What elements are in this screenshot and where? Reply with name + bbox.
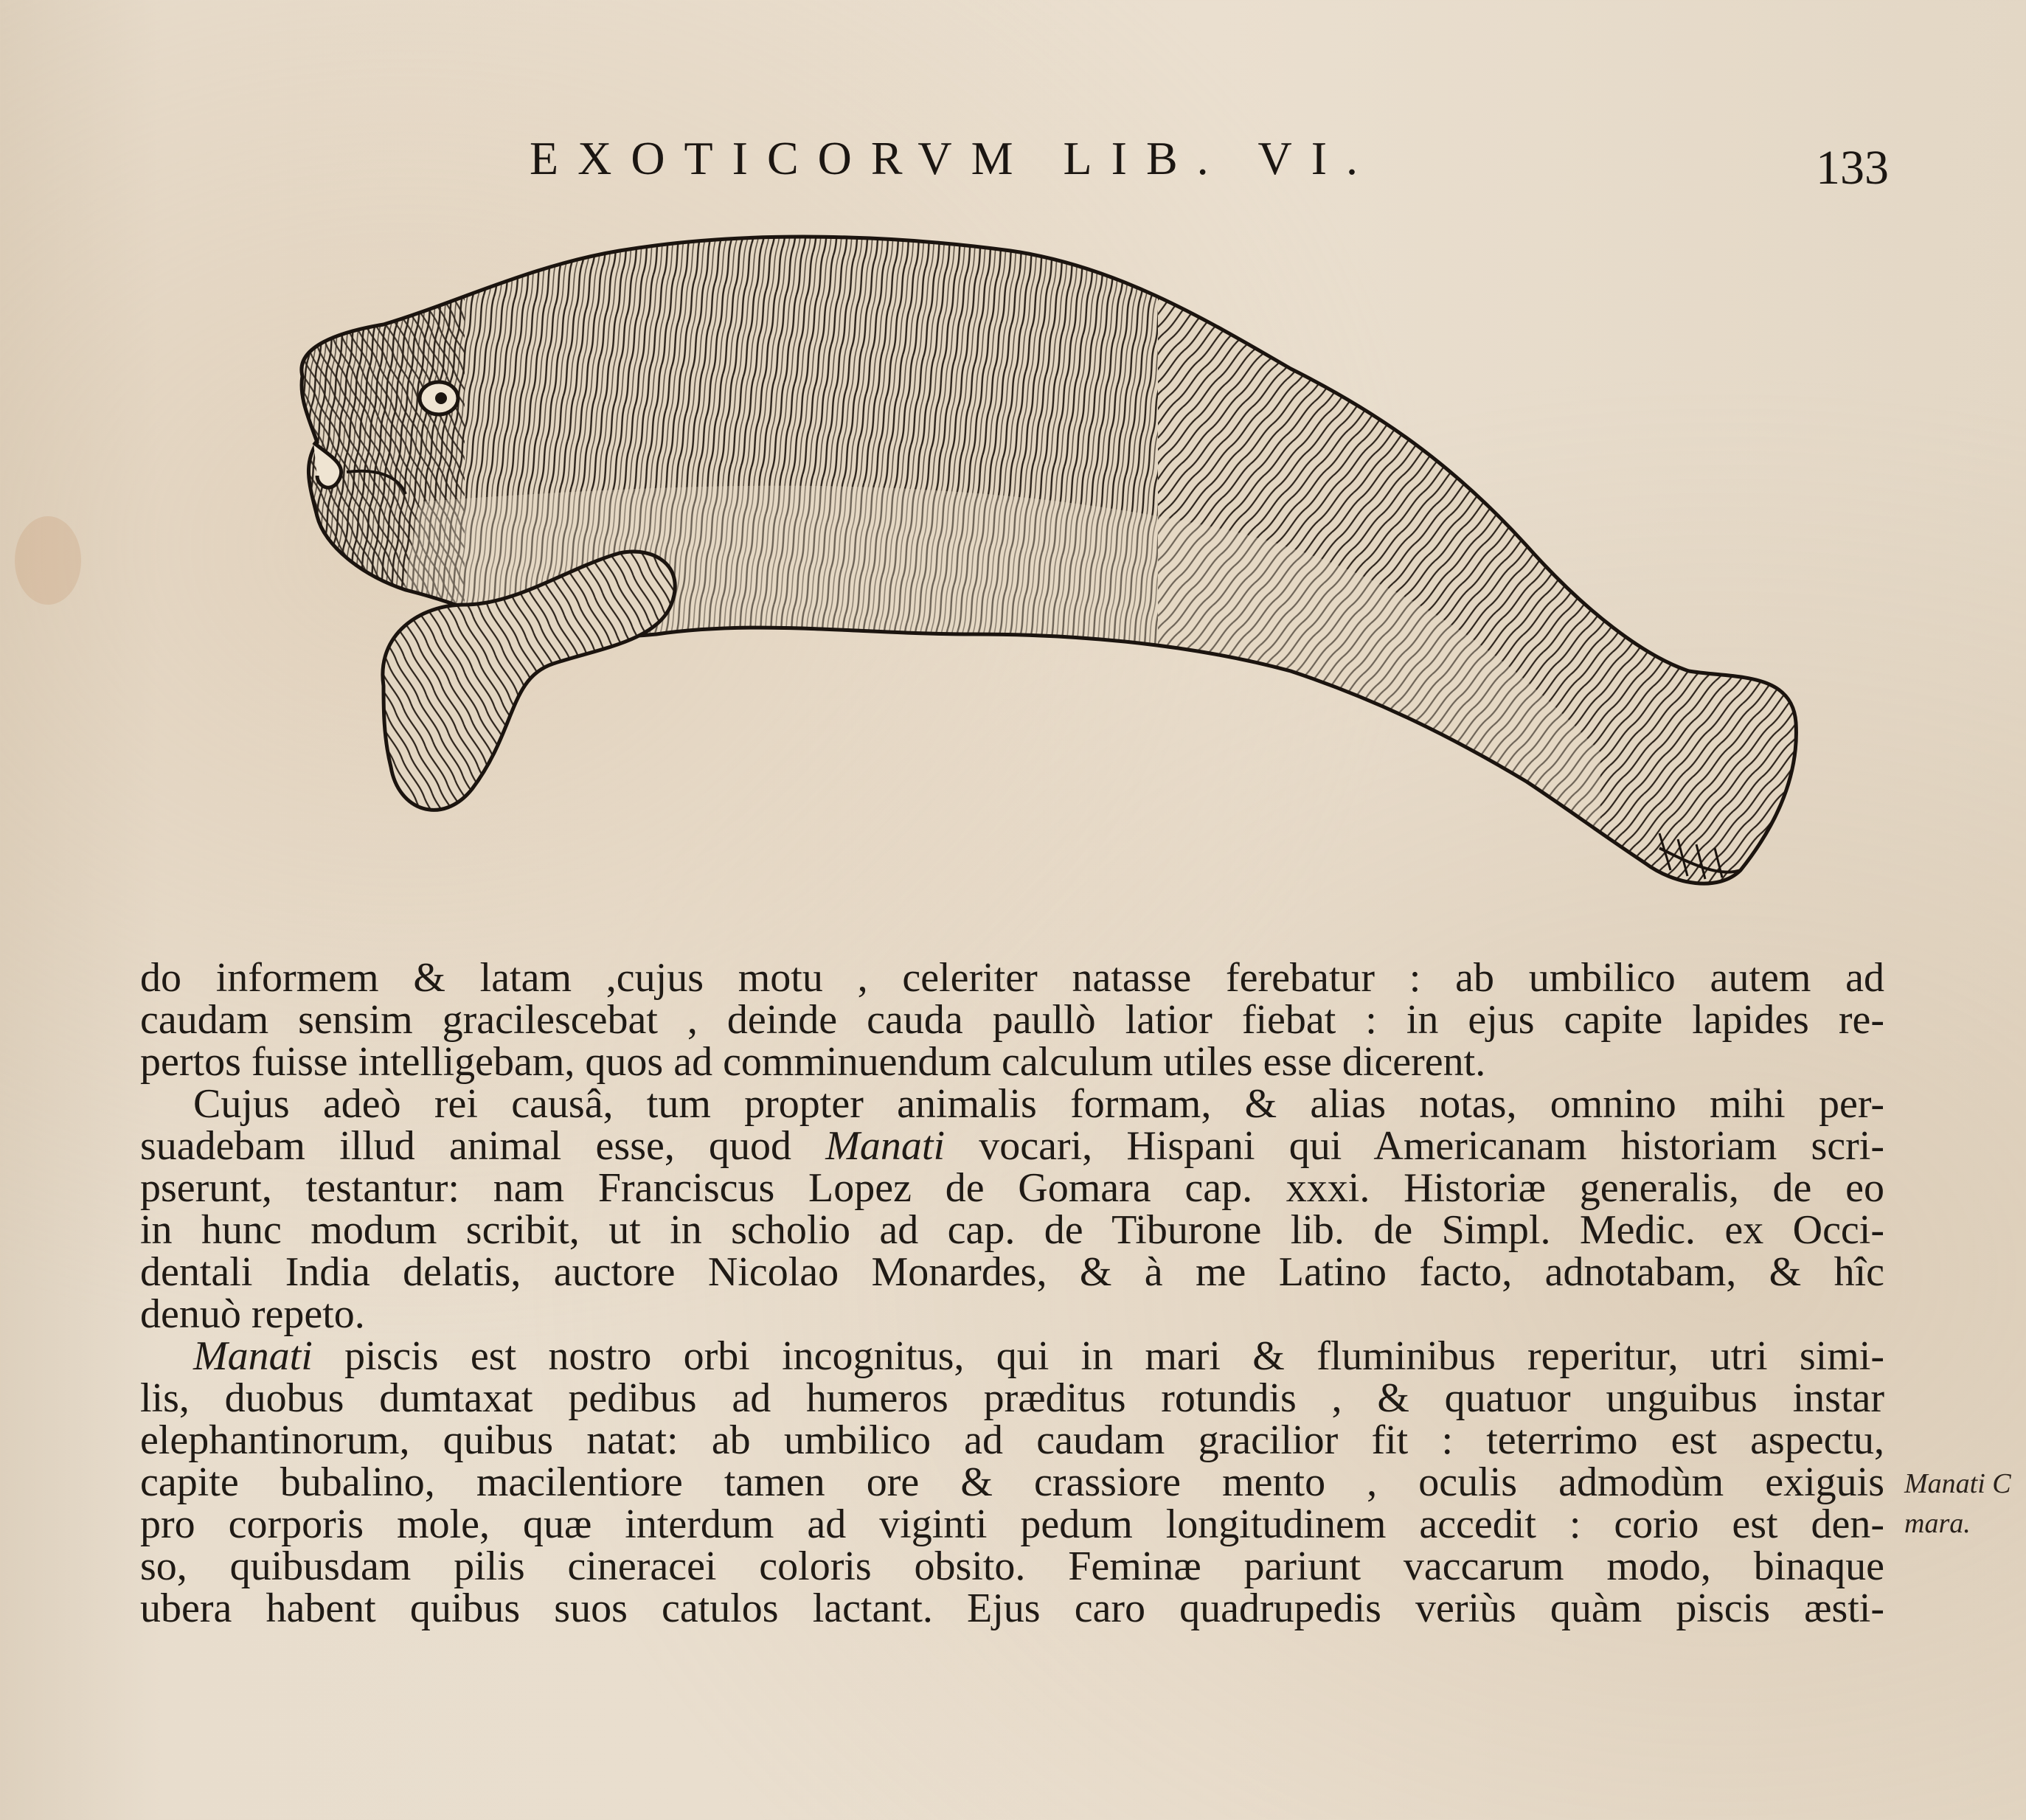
- text-run: piscis est nostro orbi incognitus, qui in mari & fluminibus reperitur, utri simi-: [312, 1333, 1884, 1379]
- marginal-note: [1904, 1464, 2026, 1543]
- text-line: elephantinorum, quibus natat: ab umbilico ad caudam gracilior fit : teterrimo est aspectu,: [140, 1417, 1884, 1463]
- text-line: [140, 1125, 1884, 1167]
- text-line: in hunc modum scribit, ut in scholio ad cap. de Tiburone lib. de Simpl. Medic. ex Occi-: [140, 1207, 1884, 1253]
- text-line: pertos fuisse intelligebam, quos ad comminuendum calculum utiles esse dicerent.: [140, 1039, 1486, 1085]
- text-line: denuò repeto.: [140, 1291, 365, 1337]
- italic-term: Manati: [825, 1123, 946, 1169]
- text-line: pserunt, testantur: nam Franciscus Lopez de Gomara cap. xxxi. Historiæ generalis, de eo: [140, 1165, 1884, 1211]
- text-run: suadebam illud animal esse, quod: [140, 1123, 826, 1169]
- text-line: Cujus adeò rei causâ, tum propter animalis formam, & alias notas, omnino mihi per-: [193, 1081, 1884, 1127]
- text-line: dentali India delatis, auctore Nicolao Monardes, & à me Latino facto, adnotabam, & hîc: [140, 1249, 1884, 1295]
- text-line: [140, 1333, 1884, 1379]
- text-line: lis, duobus dumtaxat pedibus ad humeros præditus rotundis , & quatuor unguibus instar: [140, 1375, 1884, 1421]
- text-line: capite bubalino, macilentiore tamen ore & crassiore mento , oculis admodùm exiguis: [140, 1459, 1884, 1505]
- marginal-note-line: Manati C: [1904, 1468, 2011, 1499]
- text-line: pro corporis mole, quæ interdum ad viginti pedum longitudinem accedit : corio est den-: [140, 1501, 1884, 1547]
- italic-term: Manati: [193, 1333, 313, 1379]
- text-run: vocari, Hispani qui Americanam historiam scri-: [945, 1123, 1884, 1169]
- running-head: EXOTICORVM LIB. VI.: [530, 132, 1377, 184]
- text-line: do informem & latam ,cujus motu , celeriter natasse ferebatur : ab umbilico autem ad: [140, 955, 1884, 1001]
- body-text: [140, 957, 1884, 1630]
- paragraph-2: [140, 1083, 1884, 1336]
- paragraph-3: [140, 1333, 1884, 1631]
- text-line: caudam sensim gracilescebat , deinde cauda paullò latior fiebat : in ejus capite lapides re-: [140, 997, 1884, 1043]
- marginal-note-line: mara.: [1904, 1508, 1971, 1539]
- manatee-woodcut-icon: [273, 221, 1814, 900]
- text-line: so, quibusdam pilis cineracei coloris obsito. Feminæ pariunt vaccarum modo, binaque: [140, 1543, 1884, 1589]
- paragraph-1: [140, 957, 1884, 1083]
- paper-stain: [15, 516, 81, 605]
- page-number: 133: [1816, 141, 1889, 195]
- text-line: ubera habent quibus suos catulos lactant. Ejus caro quadrupedis veriùs quàm piscis æsti-: [140, 1585, 1884, 1631]
